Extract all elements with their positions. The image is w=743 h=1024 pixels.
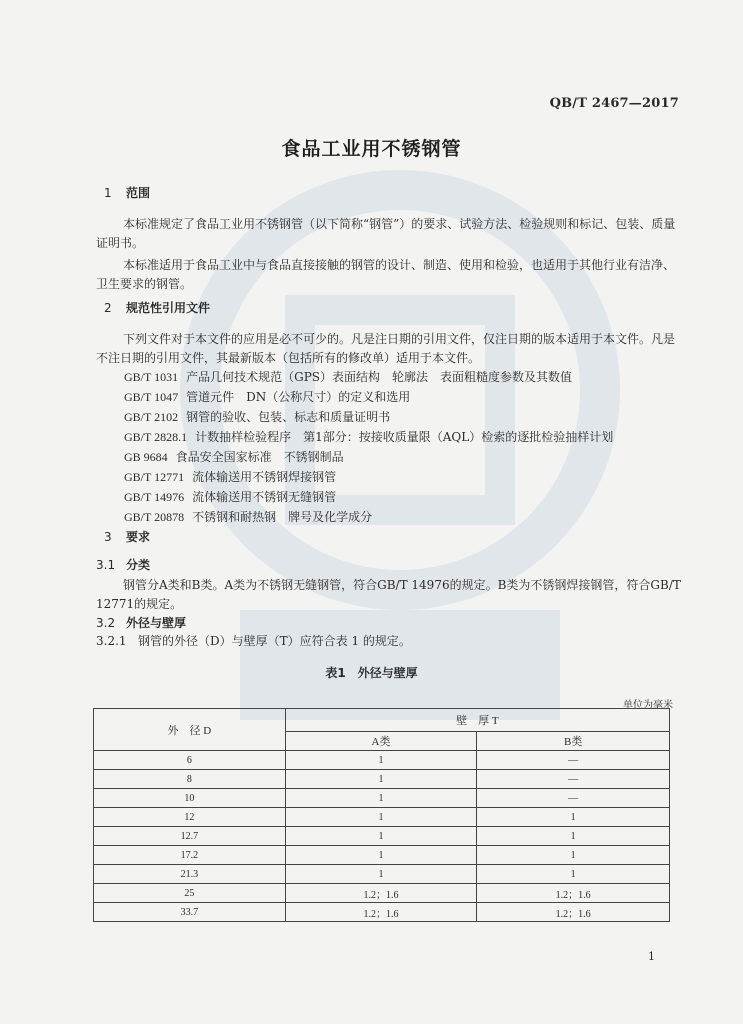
cell-a: 1.2；1.6 [285,884,477,903]
table-row [94,865,670,884]
cell-a: 1 [285,770,477,789]
cell-od: 12 [94,808,286,827]
section-title: 分类 [126,558,151,572]
table-row [94,884,670,903]
section-title: 范围 [126,186,151,200]
reference-item [124,508,372,525]
cell-a: 1 [285,827,477,846]
reference-title: 不锈钢和耐热钢 牌号及化学成分 [192,510,373,524]
cell-od: 6 [94,751,286,770]
reference-title: 产品几何技术规范（GPS）表面结构 轮廓法 表面粗糙度参数及其数值 [186,370,573,384]
section-3-1-heading [96,556,150,573]
reference-item [124,408,390,425]
header-outer-diameter: 外 径 D [94,709,286,751]
cell-a: 1 [285,846,477,865]
reference-title: 流体输送用不锈钢无缝钢管 [192,490,337,504]
reference-title: 食品安全国家标准 不锈钢制品 [175,450,344,464]
cell-od: 25 [94,884,286,903]
reference-item [124,368,572,385]
reference-item [124,488,336,505]
clause-text: 钢管的外径（D）与壁厚（T）应符合表 1 的规定。 [138,634,411,648]
section-3-1-paragraph: 钢管分A类和B类。A类为不锈钢无缝钢管，符合GB/T 14976的规定。B类为不锈钢焊接钢管，符合GB/T 12771的规定。 [96,578,681,611]
cell-b: — [477,789,670,808]
cell-a: 1 [285,865,477,884]
reference-item [124,448,344,465]
table-row [94,827,670,846]
cell-a: 1.2；1.6 [285,903,477,922]
reference-item [124,468,336,485]
cell-a: 1 [285,789,477,808]
reference-code: GB/T 2102 [124,410,179,424]
standard-code: QB/T 2467—2017 [549,96,679,111]
diameter-thickness-table [93,708,670,922]
reference-item [124,428,613,445]
page-number: 1 [648,950,655,963]
reference-code: GB/T 1031 [124,370,179,384]
table-row [94,808,670,827]
cell-b: 1.2；1.6 [477,903,670,922]
reference-title: 计数抽样检验程序 第1部分：按接收质量限（AQL）检索的逐批检验抽样计划 [195,430,614,444]
section-number: 1 [104,186,112,200]
table-row [94,846,670,865]
reference-code: GB/T 2828.1 [124,430,188,444]
section-1-paragraph-1: 本标准规定了食品工业用不锈钢管（以下简称“钢管”）的要求、试验方法、检验规则和标记、包装、质量证明书。 [96,217,676,250]
cell-od: 12.7 [94,827,286,846]
reference-code: GB/T 14976 [124,490,185,504]
section-number: 3.1 [96,558,116,572]
section-3-2-1-paragraph [96,632,682,651]
cell-b: — [477,751,670,770]
section-2-heading [104,299,210,316]
reference-title: 流体输送用不锈钢焊接钢管 [192,470,337,484]
table-caption: 表1 外径与壁厚 [325,666,418,680]
section-2-paragraph-1: 下列文件对于本文件的应用是必不可少的。凡是注日期的引用文件，仅注日期的版本适用于本文件。凡是不注日期的引用文件，其最新版本（包括所有的修改单）适用于本文件。 [96,332,676,365]
section-number: 2 [104,301,112,315]
cell-b: 1 [477,827,670,846]
cell-od: 33.7 [94,903,286,922]
table-row [94,770,670,789]
section-number: 3 [104,530,112,544]
table-unit: 单位为毫米 [623,700,673,711]
cell-a: 1 [285,808,477,827]
clause-number: 3.2.1 [96,634,127,648]
section-title: 要求 [126,530,151,544]
cell-od: 17.2 [94,846,286,865]
cell-b: 1 [477,808,670,827]
header-class-a: A类 [285,732,477,751]
table-row [94,751,670,770]
cell-a: 1 [285,751,477,770]
section-1-heading [104,184,150,201]
header-wall-thickness: 壁 厚 T [285,709,669,732]
cell-b: — [477,770,670,789]
reference-title: 钢管的验收、包装、标志和质量证明书 [186,410,391,424]
reference-code: GB/T 1047 [124,390,179,404]
reference-title: 管道元件 DN（公称尺寸）的定义和选用 [186,390,411,404]
reference-code: GB/T 20878 [124,510,185,524]
section-number: 3.2 [96,616,116,630]
cell-od: 10 [94,789,286,808]
reference-code: GB 9684 [124,450,168,464]
cell-b: 1 [477,865,670,884]
header-class-b: B类 [477,732,670,751]
table-header-row [94,709,670,732]
document-title: 食品工业用不锈钢管 [281,138,462,160]
section-3-2-heading [96,614,186,631]
table-row [94,903,670,922]
section-title: 外径与壁厚 [126,616,187,630]
table-row [94,789,670,808]
section-3-heading [104,528,150,545]
cell-b: 1.2；1.6 [477,884,670,903]
reference-code: GB/T 12771 [124,470,185,484]
cell-od: 21.3 [94,865,286,884]
section-title: 规范性引用文件 [126,301,211,315]
cell-od: 8 [94,770,286,789]
section-1-paragraph-2: 本标准适用于食品工业中与食品直接接触的钢管的设计、制造、使用和检验，也适用于其他行业有洁净、卫生要求的钢管。 [96,258,676,291]
cell-b: 1 [477,846,670,865]
reference-item [124,388,410,405]
